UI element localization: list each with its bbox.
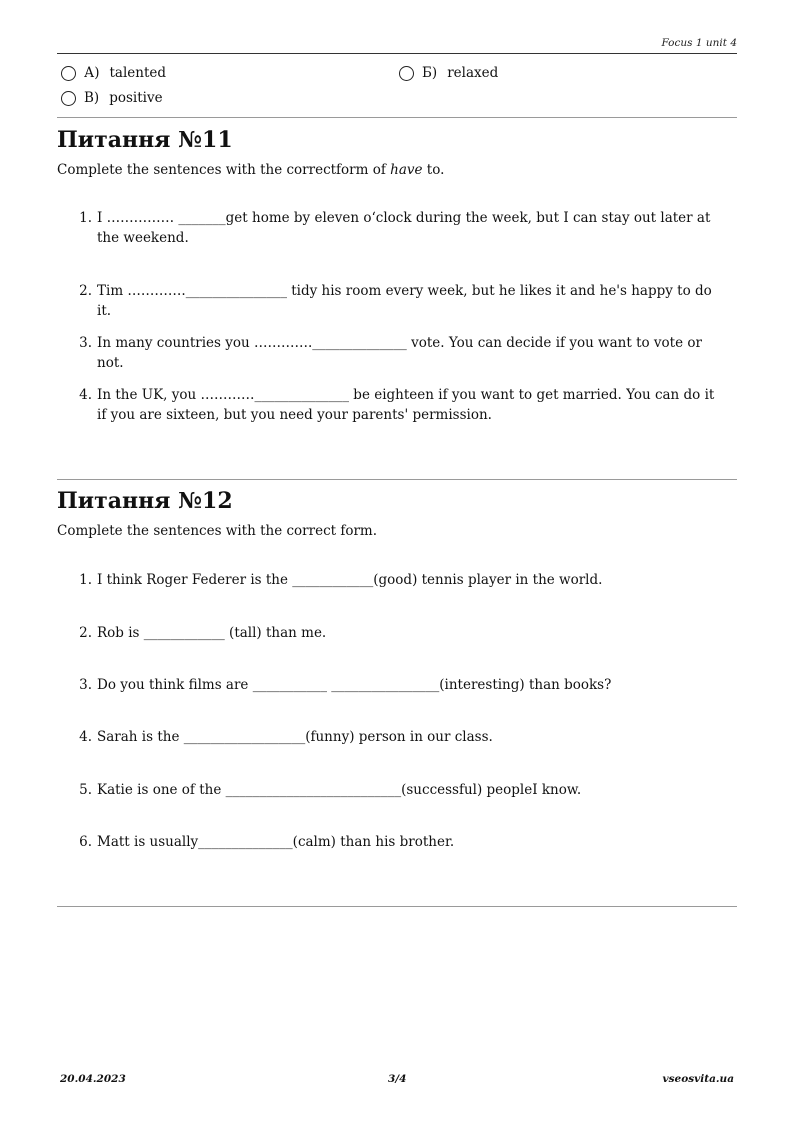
item-text: Rob is ____________ (tall) than me. (97, 625, 327, 641)
item-text: In many countries you ………….______________ vote. You can decide if you want to vote or not. (97, 335, 702, 371)
item-text: Matt is usually______________(calm) than his brother. (97, 834, 455, 850)
item-number: 3. (79, 335, 92, 351)
item-number: 5. (79, 782, 92, 798)
question-instruction: Complete the sentences with the correctform of have to. (57, 162, 445, 178)
section-divider (57, 117, 737, 118)
item-number: 6. (79, 834, 92, 850)
option-a[interactable] (61, 65, 166, 81)
option-letter: А) (84, 65, 100, 81)
footer-page-number: 3/4 (388, 1073, 407, 1085)
option-text: positive (109, 90, 163, 106)
header-unit-label: Focus 1 unit 4 (661, 37, 737, 49)
item-text: I …………… _______get home by eleven o‘clock during the week, but I can stay out later at the weekend. (97, 210, 711, 246)
item-number: 1. (79, 572, 92, 588)
section-divider (57, 479, 737, 480)
item-number: 2. (79, 283, 92, 299)
item-number: 2. (79, 625, 92, 641)
item-text: Tim …………._______________ tidy his room every week, but he likes it and he's happy to do it. (97, 283, 712, 319)
section-divider (57, 906, 737, 907)
item-text: I think Roger Federer is the ____________(good) tennis player in the world. (97, 572, 603, 588)
header-divider (57, 53, 737, 54)
option-b[interactable] (399, 65, 498, 81)
item-number: 3. (79, 677, 92, 693)
footer-date: 20.04.2023 (60, 1073, 126, 1085)
radio-button-icon[interactable] (399, 66, 414, 81)
radio-button-icon[interactable] (61, 91, 76, 106)
option-text: talented (109, 65, 167, 81)
option-c[interactable] (61, 90, 163, 106)
item-text: Katie is one of the __________________________(successful) peopleI know. (97, 782, 582, 798)
question-title: Питання №11 (57, 127, 233, 153)
item-number: 4. (79, 387, 92, 403)
question-instruction: Complete the sentences with the correct form. (57, 523, 378, 539)
item-text: Sarah is the __________________(funny) person in our class. (97, 729, 493, 745)
item-number: 4. (79, 729, 92, 745)
item-number: 1. (79, 210, 92, 226)
option-text: relaxed (447, 65, 499, 81)
question-title: Питання №12 (57, 488, 233, 514)
option-letter: В) (84, 90, 100, 106)
radio-button-icon[interactable] (61, 66, 76, 81)
option-letter: Б) (422, 65, 438, 81)
item-text: Do you think films are ___________ ________________(interesting) than books? (97, 677, 612, 693)
footer-site-link[interactable]: vseosvita.ua (662, 1073, 734, 1085)
item-text: In the UK, you …………______________ be eighteen if you want to get married. You can do it if you are sixteen, but you need your parents' permission. (97, 387, 715, 423)
